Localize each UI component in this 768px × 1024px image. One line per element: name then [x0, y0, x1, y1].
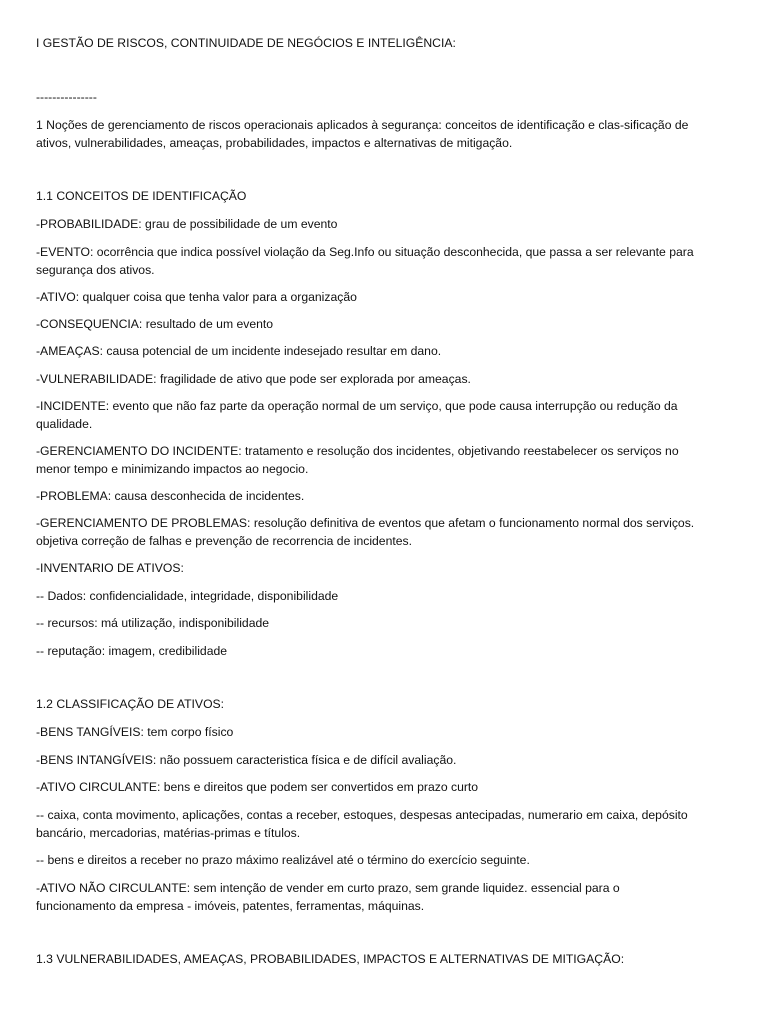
definition-line: -ATIVO NÃO CIRCULANTE: sem intenção de vender em curto prazo, sem grande liquidez. essencial para o	[36, 881, 620, 895]
intro-paragraph-line: 1 Noções de gerenciamento de riscos operacionais aplicados à segurança: conceitos de identificação e clas-sificação de	[36, 118, 689, 132]
definition-line: menor tempo e minimizando impactos ao negocio.	[36, 462, 309, 476]
definition-line: funcionamento da empresa - imóveis, patentes, ferramentas, máquinas.	[36, 899, 425, 913]
intro-paragraph-line: ativos, vulnerabilidades, ameaças, probabilidades, impactos e alternativas de mitigação.	[36, 136, 513, 150]
section-heading: 1.3 VULNERABILIDADES, AMEAÇAS, PROBABILIDADES, IMPACTOS E ALTERNATIVAS DE MITIGAÇÃO:	[36, 952, 625, 966]
list-item: -- Dados: confidencialidade, integridade, disponibilidade	[36, 589, 339, 603]
definition-line: -VULNERABILIDADE: fragilidade de ativo que pode ser explorada por ameaças.	[36, 372, 471, 386]
definition-line: qualidade.	[36, 417, 93, 431]
definition-line: -INVENTARIO DE ATIVOS:	[36, 561, 184, 575]
definition-line: -PROBLEMA: causa desconhecida de incidentes.	[36, 489, 305, 503]
definition-line: -INCIDENTE: evento que não faz parte da operação normal de um serviço, que pode causa interrupção ou redução da	[36, 399, 678, 413]
definition-line: -BENS TANGÍVEIS: tem corpo físico	[36, 725, 234, 739]
definition-line: -AMEAÇAS: causa potencial de um incidente indesejado resultar em dano.	[36, 344, 442, 358]
definition-line: -BENS INTANGÍVEIS: não possuem caracteristica física e de difícil avaliação.	[36, 753, 457, 767]
list-item: -- reputação: imagem, credibilidade	[36, 644, 228, 658]
section-heading: 1.2 CLASSIFICAÇÃO DE ATIVOS:	[36, 697, 225, 711]
definition-line: -CONSEQUENCIA: resultado de um evento	[36, 317, 274, 331]
definition-line: segurança dos ativos.	[36, 263, 155, 277]
list-item: -- bens e direitos a receber no prazo máximo realizável até o término do exercício seguinte.	[36, 853, 530, 867]
section-heading: 1.1 CONCEITOS DE IDENTIFICAÇÃO	[36, 189, 247, 203]
definition-line: -PROBABILIDADE: grau de possibilidade de um evento	[36, 217, 338, 231]
definition-line: -ATIVO CIRCULANTE: bens e direitos que podem ser convertidos em prazo curto	[36, 780, 479, 794]
definition-line: -EVENTO: ocorrência que indica possível violação da Seg.Info ou situação desconhecida, que passa a ser relevante para	[36, 245, 694, 259]
list-item: bancário, mercadorias, matérias-primas e títulos.	[36, 826, 301, 840]
definition-line: -ATIVO: qualquer coisa que tenha valor para a organização	[36, 290, 357, 304]
definition-line: -GERENCIAMENTO DE PROBLEMAS: resolução definitiva de eventos que afetam o funcionamento normal dos serviços.	[36, 516, 695, 530]
document-title: I GESTÃO DE RISCOS, CONTINUIDADE DE NEGÓCIOS E INTELIGÊNCIA:	[36, 36, 456, 50]
definition-line: objetiva correção de falhas e prevenção de recorrencia de incidentes.	[36, 534, 413, 548]
definition-line: -GERENCIAMENTO DO INCIDENTE: tratamento e resolução dos incidentes, objetivando reestabelecer os serviços no	[36, 444, 679, 458]
separator-line: ---------------	[36, 90, 97, 104]
list-item: -- recursos: má utilização, indisponibilidade	[36, 616, 270, 630]
list-item: -- caixa, conta movimento, aplicações, contas a receber, estoques, despesas antecipadas, numerario em caixa, depósito	[36, 808, 688, 822]
